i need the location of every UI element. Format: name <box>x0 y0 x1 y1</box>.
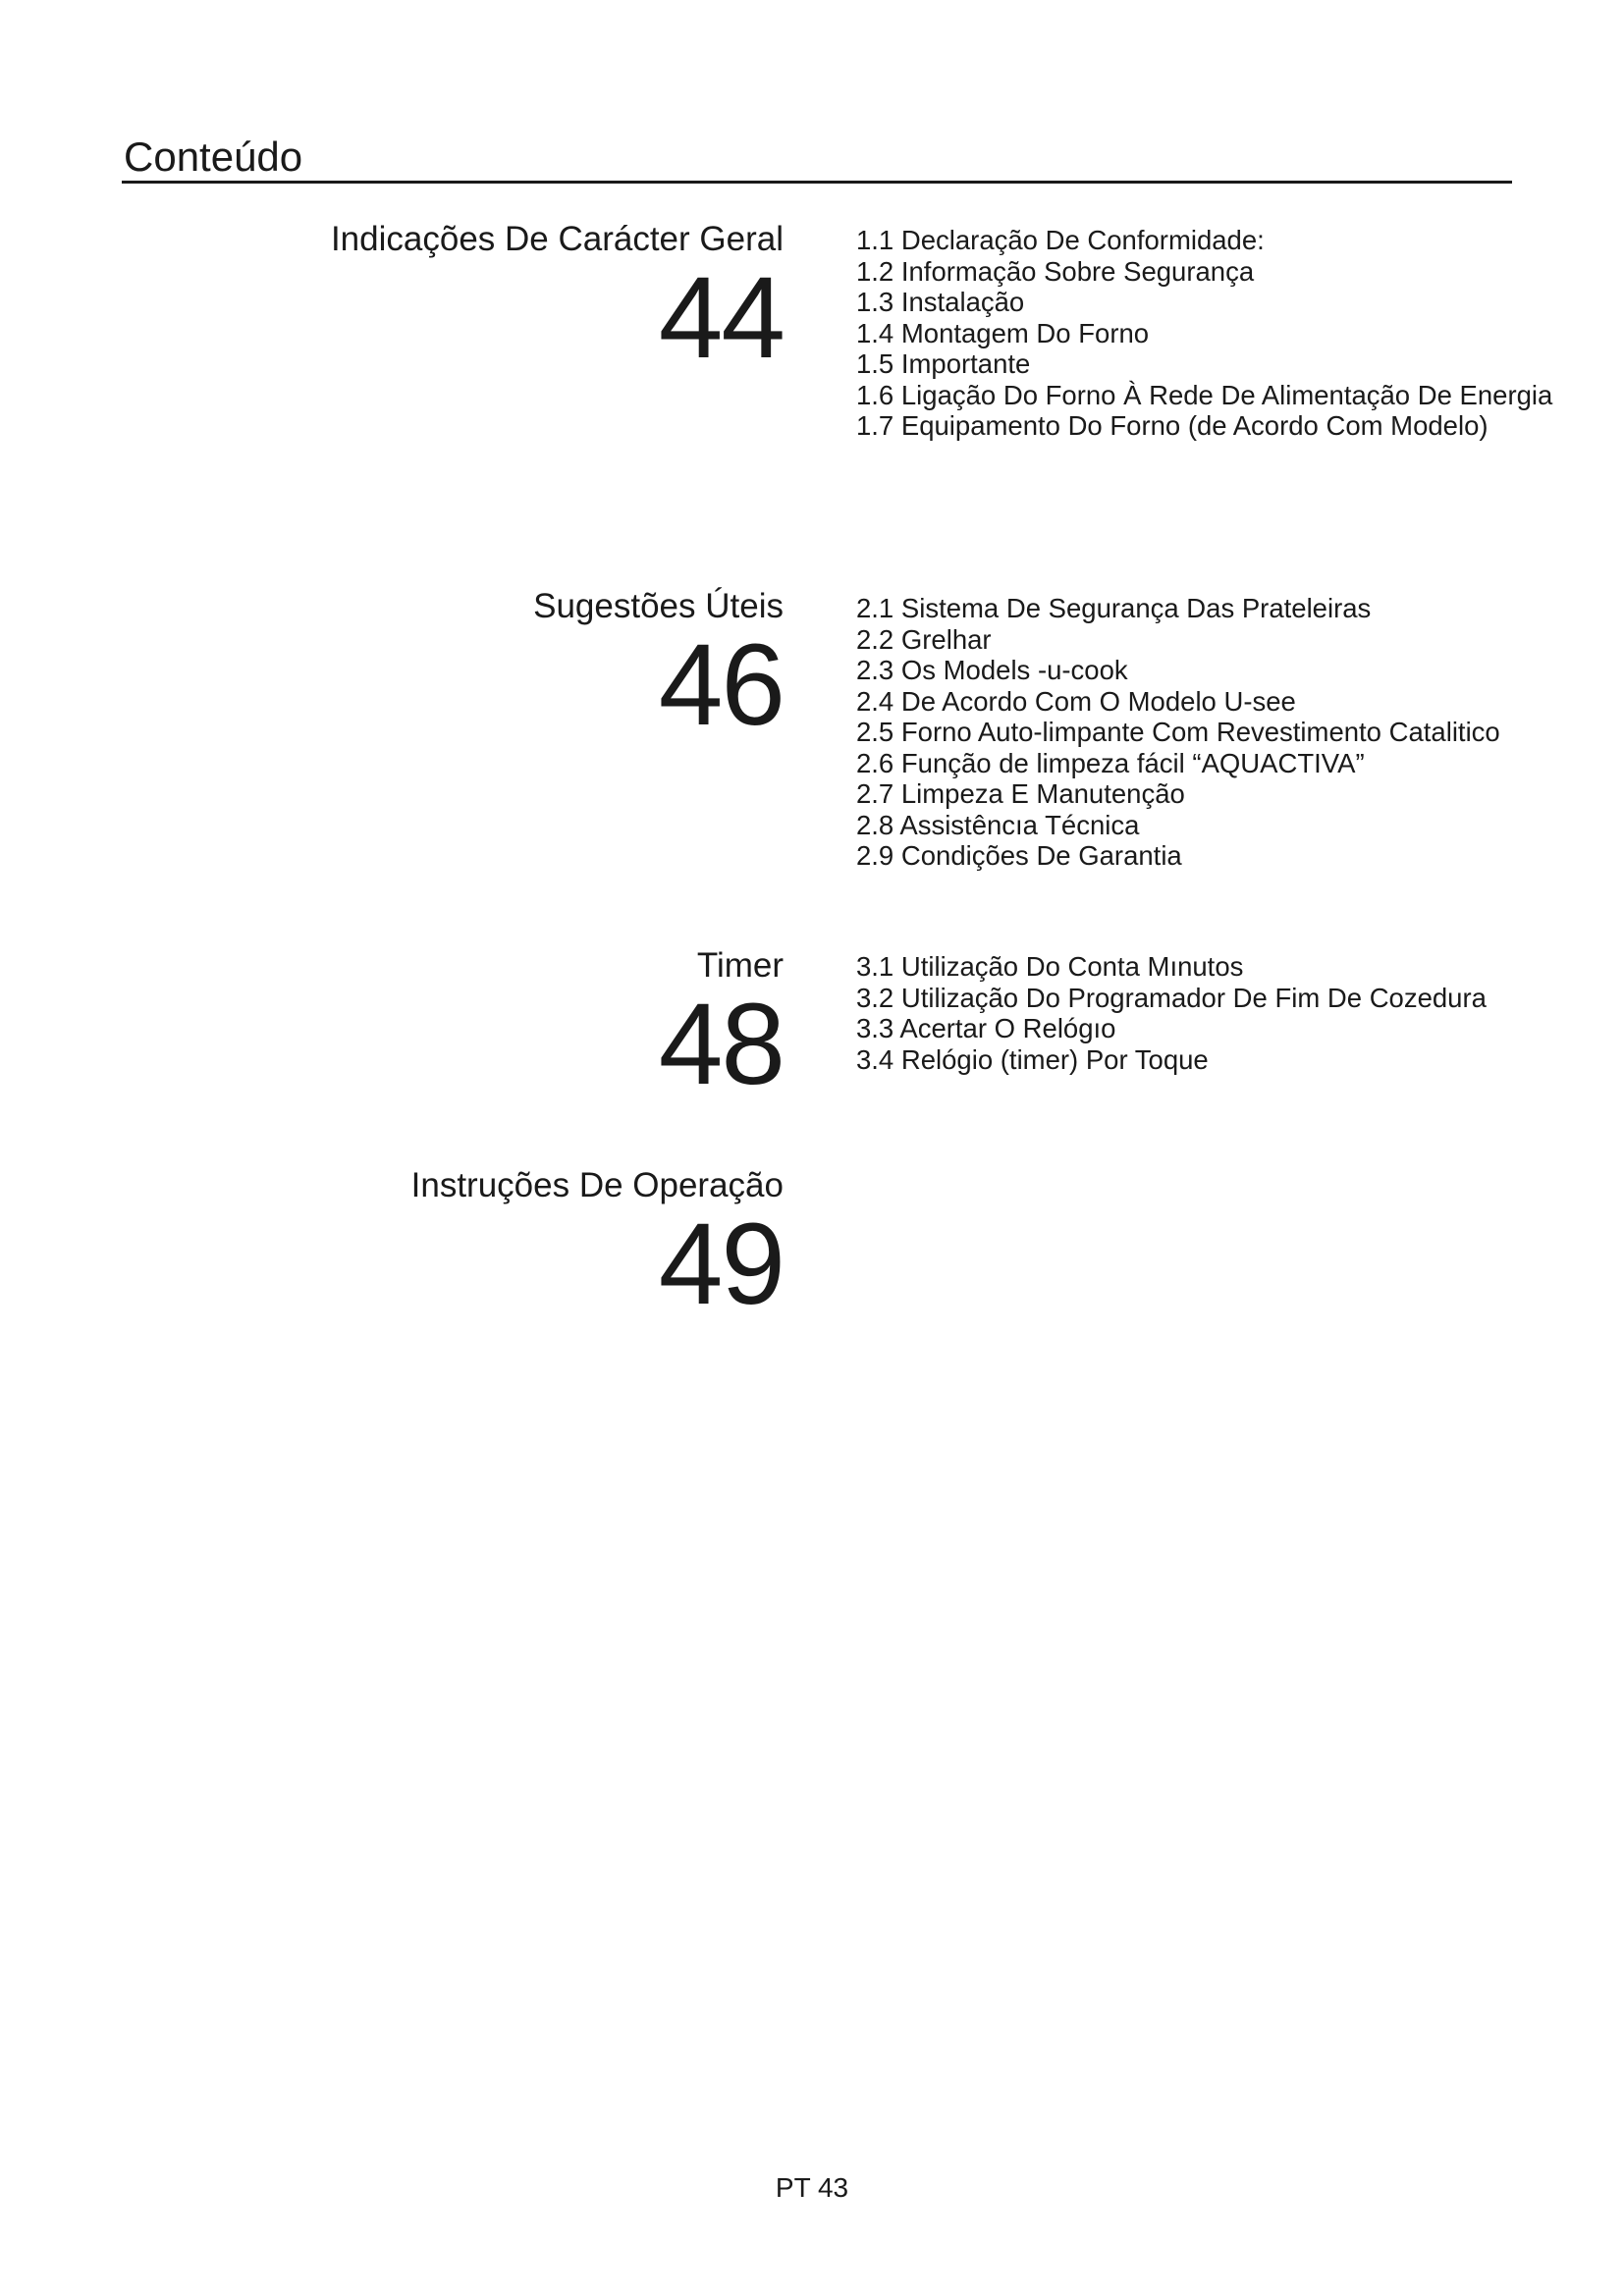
toc-entry[interactable]: 2.7 Limpeza E Manutenção <box>856 778 1185 809</box>
section-page-number[interactable]: 44 <box>658 253 784 383</box>
section-items-general <box>856 225 1593 442</box>
toc-entry[interactable]: 1.7 Equipamento Do Forno (de Acordo Com Modelo) <box>856 410 1489 441</box>
section-tips <box>312 587 784 750</box>
toc-entry[interactable]: 1.5 Importante <box>856 348 1031 379</box>
section-title[interactable]: Timer <box>696 946 784 985</box>
toc-entry[interactable]: 1.3 Instalação <box>856 287 1025 317</box>
section-items-tips <box>856 593 1500 872</box>
toc-entry[interactable]: 2.1 Sistema De Segurança Das Prateleiras <box>856 593 1372 623</box>
page-footer: PT 43 <box>775 2172 849 2203</box>
section-page-number[interactable]: 48 <box>658 980 784 1109</box>
toc-entry[interactable]: 2.6 Função de limpeza fácil “AQUACTIVA” <box>856 747 1365 778</box>
title-underline <box>122 181 1512 184</box>
toc-entry[interactable]: 2.8 Assistêncıa Técnica <box>856 809 1140 840</box>
toc-entry[interactable]: 1.1 Declaração De Conformidade: <box>856 225 1265 255</box>
section-page-number[interactable]: 49 <box>658 1200 784 1329</box>
section-timer <box>312 946 784 1109</box>
section-title[interactable]: Sugestões Úteis <box>533 587 784 625</box>
section-page-number[interactable]: 46 <box>658 620 784 750</box>
toc-entry[interactable]: 2.9 Condições De Garantia <box>856 840 1182 871</box>
toc-entry[interactable]: 1.6 Ligação Do Forno À Rede De Alimentação De Energia <box>856 379 1553 410</box>
section-operation <box>312 1166 784 1329</box>
toc-entry[interactable]: 3.4 Relógio (timer) Por Toque <box>856 1043 1209 1075</box>
toc-entry[interactable]: 2.5 Forno Auto-limpante Com Revestimento Catalitico <box>856 717 1500 747</box>
toc-entry[interactable]: 3.2 Utilização Do Programador De Fim De Cozedura <box>856 982 1487 1013</box>
toc-entry[interactable]: 2.3 Os Models -u-cook <box>856 655 1128 685</box>
section-title[interactable]: Instruções De Operação <box>410 1166 784 1204</box>
toc-entry[interactable]: 2.4 De Acordo Com O Modelo U-see <box>856 685 1296 717</box>
toc-entry[interactable]: 1.4 Montagem Do Forno <box>856 317 1150 348</box>
toc-entry[interactable]: 1.2 Informação Sobre Segurança <box>856 255 1255 287</box>
toc-entry[interactable]: 2.2 Grelhar <box>856 623 992 655</box>
toc-entry[interactable]: 3.3 Acertar O Relógıo <box>856 1013 1116 1043</box>
toc-entry[interactable]: 3.1 Utilização Do Conta Mınutos <box>856 951 1244 982</box>
section-general <box>312 220 784 383</box>
page-title: Conteúdo <box>124 133 303 180</box>
section-items-timer <box>856 951 1487 1075</box>
section-title[interactable]: Indicações De Carácter Geral <box>330 220 784 258</box>
